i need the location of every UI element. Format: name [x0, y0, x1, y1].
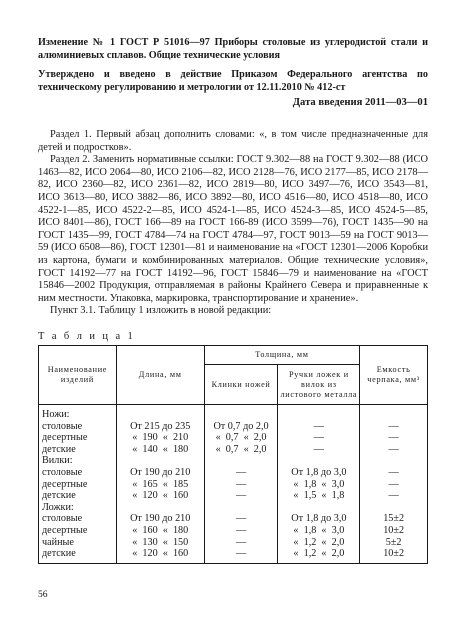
- header-handles: Ручки ложек и вилок из листового металла: [278, 365, 360, 405]
- cell-name: десертные: [39, 432, 117, 444]
- empty-cell: [204, 455, 278, 467]
- empty-cell: [116, 455, 204, 467]
- cell-blade: —: [204, 479, 278, 491]
- cell-capacity: —: [360, 432, 428, 444]
- header-length: Длина, мм: [116, 346, 204, 405]
- empty-cell: [204, 502, 278, 514]
- cell-name: десертные: [39, 525, 117, 537]
- table-row: [39, 548, 428, 563]
- cell-handle: От 1,8 до 3,0: [278, 467, 360, 479]
- empty-cell: [360, 502, 428, 514]
- cell-blade: —: [204, 513, 278, 525]
- cell-length: « 160 « 180: [116, 525, 204, 537]
- table-caption: Т а б л и ц а 1: [38, 331, 136, 342]
- paragraph-section-1: Раздел 1. Первый абзац дополнить словами: «, в том числе предназначенные для детей и подростков».: [38, 129, 428, 153]
- cell-name: столовые: [39, 467, 117, 479]
- table-row: [39, 490, 428, 502]
- cell-handle: « 1,8 « 3,0: [278, 479, 360, 491]
- cell-handle: От 1,8 до 3,0: [278, 513, 360, 525]
- cell-name: столовые: [39, 421, 117, 433]
- header-thickness: Толщина, мм: [204, 346, 360, 365]
- approval-statement: Утверждено и введено в действие Приказом Федерального агентства по техническому регулированию и метрологии от 12.11.2010 № 412-ст: [38, 69, 428, 93]
- cell-name: столовые: [39, 513, 117, 525]
- cell-length: « 190 « 210: [116, 432, 204, 444]
- group-title: Ложки:: [39, 502, 117, 514]
- cell-blade: « 0,7 « 2,0: [204, 432, 278, 444]
- cell-handle: « 1,8 « 3,0: [278, 525, 360, 537]
- cell-handle: —: [278, 421, 360, 433]
- cell-blade: —: [204, 548, 278, 563]
- empty-cell: [360, 405, 428, 421]
- cell-capacity: 5±2: [360, 537, 428, 549]
- cell-blade: —: [204, 537, 278, 549]
- table-row: [39, 537, 428, 549]
- table-group-row: [39, 455, 428, 467]
- cell-blade: —: [204, 490, 278, 502]
- cell-length: « 140 « 180: [116, 444, 204, 456]
- amendment-title: Изменение № 1 ГОСТ Р 51016—97 Приборы столовые из углеродистой стали и алюминиевых сплавов. Общие технические условия: [38, 37, 428, 61]
- cell-capacity: 10±2: [360, 525, 428, 537]
- table-row: [39, 421, 428, 433]
- cell-capacity: —: [360, 479, 428, 491]
- group-title: Вилки:: [39, 455, 117, 467]
- document-body: [38, 129, 428, 318]
- page-number: 56: [38, 590, 48, 600]
- empty-cell: [278, 502, 360, 514]
- cell-capacity: —: [360, 421, 428, 433]
- table-row: [39, 513, 428, 525]
- paragraph-section-2: Раздел 2. Заменить нормативные ссылки: ГОСТ 9.302—88 на ГОСТ 9.302—88 (ИСО 1463—82, ИСО 2064—80, ИСО 2106—82, ИСО 2128—76, ИСО 2177—85, ИСО 2178—82, ИСО 2360—82, ИСО 2361—82, ИСО 2819—80, ИСО 3497—76, ИСО 3543—81, ИСО 3613—80, ИСО 3882—86, ИСО 3892—80, ИСО 4516—80, ИСО 4518—80, ИСО 4522-1—85, ИСО 4522-2—85, ИСО 4524-1—85, ИСО 4524-3—85, ИСО 4524-5—85, ИСО 8401—86), ГОСТ 166—89 на ГОСТ 166-89 (ИСО 3599—76), ГОСТ 1435—90 на ГОСТ 1435—99, ГОСТ 4784—74 на ГОСТ 4784—97, ГОСТ 9013—59 на ГОСТ 9013—59 (ИСО 6508—86), ГОСТ 12301—81 и наименование на «ГОСТ 12301—2006 Коробки из картона, бумаги и комбинированных материалов. Общие технические условия», ГОСТ 14192—77 на ГОСТ 14192—96, ГОСТ 15846—79 и наименование на «ГОСТ 15846—2002 Продукция, отправляемая в районы Крайнего Севера и приравненные к ним местности. Упаковка, маркировка, транспортирование и хранение».: [38, 154, 428, 304]
- table-row: [39, 467, 428, 479]
- table-row: [39, 432, 428, 444]
- cell-handle: —: [278, 432, 360, 444]
- dimensions-table: [38, 345, 428, 564]
- header-capacity: Емкость черпака, мм³: [360, 346, 428, 405]
- effective-date: Дата введения 2011—03—01: [292, 97, 428, 108]
- table-body: [39, 405, 428, 564]
- cell-length: От 190 до 210: [116, 467, 204, 479]
- cell-name: детские: [39, 490, 117, 502]
- cell-length: « 120 « 160: [116, 548, 204, 563]
- cell-name: чайные: [39, 537, 117, 549]
- cell-blade: « 0,7 « 2,0: [204, 444, 278, 456]
- table-row: [39, 479, 428, 491]
- table-row: [39, 444, 428, 456]
- empty-cell: [116, 405, 204, 421]
- cell-handle: —: [278, 444, 360, 456]
- cell-blade: —: [204, 525, 278, 537]
- cell-capacity: —: [360, 490, 428, 502]
- header-knife-blades: Клинки ножей: [204, 365, 278, 405]
- cell-length: « 165 « 185: [116, 479, 204, 491]
- cell-length: « 120 « 160: [116, 490, 204, 502]
- cell-blade: —: [204, 467, 278, 479]
- empty-cell: [360, 455, 428, 467]
- table-group-row: [39, 502, 428, 514]
- header-product-name: Наименование изделий: [39, 346, 117, 405]
- group-title: Ножи:: [39, 405, 117, 421]
- cell-length: От 215 до 235: [116, 421, 204, 433]
- empty-cell: [116, 502, 204, 514]
- cell-handle: « 1,5 « 1,8: [278, 490, 360, 502]
- cell-capacity: 15±2: [360, 513, 428, 525]
- cell-name: детские: [39, 548, 117, 563]
- cell-length: « 130 « 150: [116, 537, 204, 549]
- empty-cell: [204, 405, 278, 421]
- cell-capacity: —: [360, 467, 428, 479]
- cell-handle: « 1,2 « 2,0: [278, 548, 360, 563]
- paragraph-item-3-1: Пункт 3.1. Таблицу 1 изложить в новой редакции:: [50, 305, 272, 317]
- cell-capacity: 10±2: [360, 548, 428, 563]
- empty-cell: [278, 455, 360, 467]
- cell-handle: « 1,2 « 2,0: [278, 537, 360, 549]
- cell-blade: От 0,7 до 2,0: [204, 421, 278, 433]
- table-group-row: [39, 405, 428, 421]
- cell-length: От 190 до 210: [116, 513, 204, 525]
- table-row: [39, 525, 428, 537]
- cell-name: десертные: [39, 479, 117, 491]
- cell-capacity: —: [360, 444, 428, 456]
- cell-name: детские: [39, 444, 117, 456]
- empty-cell: [278, 405, 360, 421]
- document-header: [38, 37, 428, 110]
